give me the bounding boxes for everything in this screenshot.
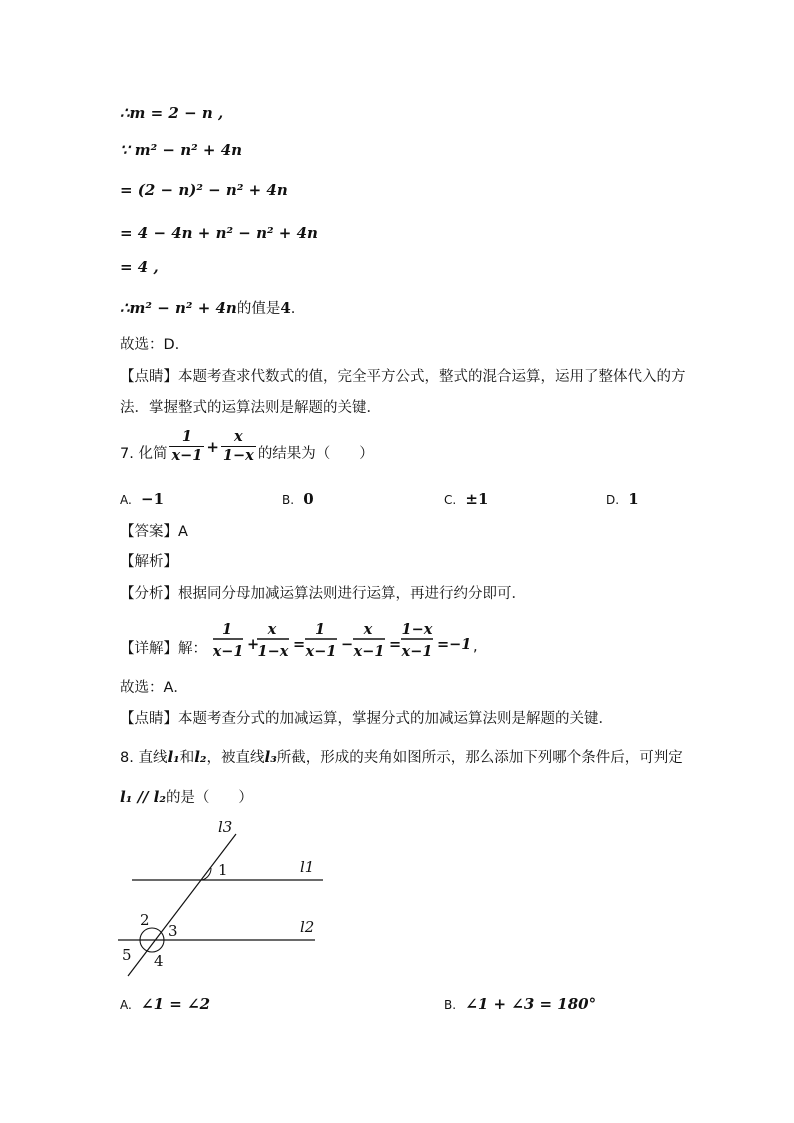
plus-sign: + [206,437,219,456]
option-value: ±1 [465,490,489,508]
period: . [290,301,296,317]
text: ，被直线 [206,750,265,766]
label-angle-4: 4 [154,952,164,970]
detail-end: , [473,639,478,655]
angle-1-arc [202,868,211,880]
option-letter: B. [444,998,457,1012]
question-8 [120,746,683,767]
svg-text:=−1: =−1 [437,636,472,653]
svg-text:−: − [341,636,354,653]
solution-line-3: = (2 − n)² − n² + 4n [120,181,288,199]
parallel-lines-figure [110,812,340,982]
line-l1: l₁ [167,748,180,766]
option-a [120,490,164,508]
label-angle-1: 1 [218,861,228,879]
solution-line-6 [120,297,295,318]
question-7 [120,428,374,465]
question-number: 7. 化简 [120,446,168,462]
therefore-sign: ∴ [120,299,130,317]
choice-line: 故选：D. [120,337,180,353]
comment-line-1: 【点睛】本题考查求代数式的值，完全平方公式，整式的混合运算，运用了整体代入的方 [120,369,686,385]
option-letter: A. [120,493,132,507]
label-angle-2: 2 [140,911,150,929]
expression: m² − n² + 4n [129,299,237,317]
value: 4 [280,299,291,317]
line-l2: l₂ [194,748,207,766]
option-letter: B. [282,493,295,507]
svg-text:1: 1 [221,621,233,638]
svg-text:x−1: x−1 [401,643,433,660]
question-tail: 的结果为（ ） [257,446,374,462]
option-value: ∠1 + ∠3 = 180° [465,995,597,1013]
fraction-1 [169,428,204,465]
line-l3-drawing [128,834,236,976]
text: 和 [179,750,195,766]
line-l3: l₃ [264,748,277,766]
solution-line-4: = 4 − 4n + n² − n² + 4n [120,224,318,242]
svg-text:x−1: x−1 [353,643,385,660]
q8-option-a [120,995,210,1013]
svg-text:x: x [267,621,277,638]
label-l3: l3 [218,818,233,836]
svg-text:=: = [389,636,402,653]
analysis-line: 【分析】根据同分母加减运算法则进行运算，再进行约分即可． [120,586,526,602]
analysis-title: 【解析】 [120,554,178,570]
solution-line-5: = 4 , [120,258,159,276]
parallel-expression: l₁ // l₂ [120,788,166,806]
option-b [282,490,314,508]
text: 的是（ ） [165,790,253,806]
svg-text:1: 1 [314,621,326,638]
comment-line-q7: 【点睛】本题考查分式的加减运算，掌握分式的加减运算法则是解题的关键． [120,711,613,727]
svg-text:x−1: x−1 [213,643,244,660]
option-letter: C. [444,493,457,507]
option-c [444,490,488,508]
numerator: 1 [169,428,204,447]
text: 所截，形成的夹角如图所示，那么添加下列哪个条件后，可判定 [276,750,683,766]
answer-line: 【答案】A [120,524,188,540]
label-l1: l1 [300,858,315,876]
option-value: 0 [303,490,314,508]
label-angle-3: 3 [168,922,178,940]
question-8-line-2 [120,786,253,807]
label-l2: l2 [300,918,315,936]
denominator: 1−x [222,447,254,464]
fraction-2 [221,428,256,465]
svg-text:1−x: 1−x [401,621,433,638]
q8-option-b [444,995,596,1013]
text: 的值是 [236,301,281,317]
svg-text:x−1: x−1 [305,643,337,660]
option-letter: A. [120,998,132,1012]
choice-line-q7: 故选：A． [120,680,188,696]
svg-text:+: + [247,636,260,653]
option-value: −1 [141,490,165,508]
option-value: ∠1 = ∠2 [141,995,211,1013]
label-angle-5: 5 [122,946,132,964]
solution-line-2: ∵ m² − n² + 4n [120,141,243,159]
svg-text:1−x: 1−x [257,643,289,660]
question-number: 8. 直线 [120,750,168,766]
option-d [606,490,639,508]
option-letter: D. [606,493,620,507]
detail-equation [213,618,543,662]
svg-text:x: x [363,621,373,638]
comment-line-2: 法．掌握整式的运算法则是解题的关键． [120,400,381,416]
svg-text:=: = [293,636,306,653]
solution-line-1: ∴m = 2 − n , [120,104,224,122]
denominator: x−1 [171,447,203,464]
detail-label: 【详解】解： [120,640,207,657]
option-value: 1 [628,490,639,508]
detail-line [120,618,478,662]
numerator: x [221,428,256,447]
